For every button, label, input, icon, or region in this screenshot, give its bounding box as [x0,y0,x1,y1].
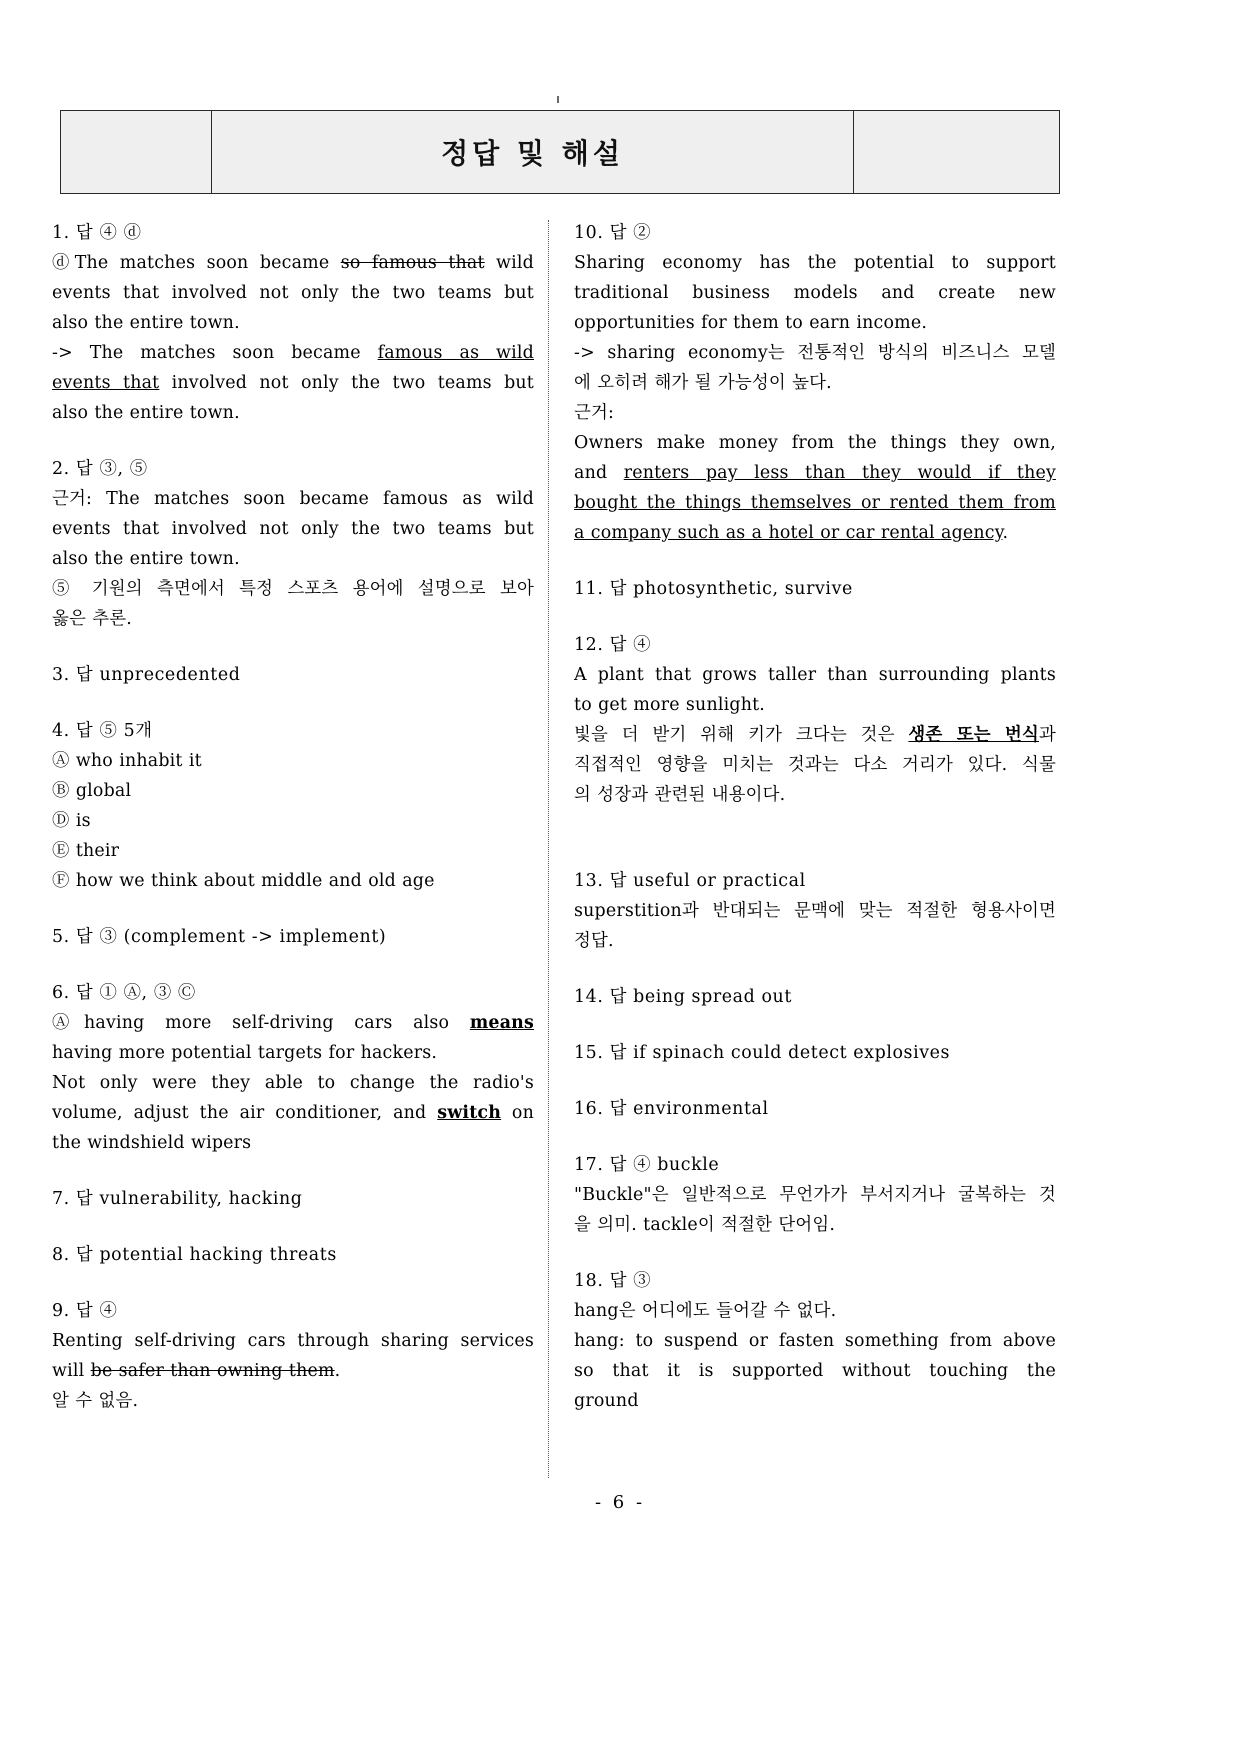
answer-10-line-4: -> sharing economy는 전통적인 방식의 비즈니스 모델 [574,343,1056,363]
answer-4-option-f: Ⓕ how we think about middle and old age [52,871,435,891]
answer-10-line-2: traditional business models and create new [574,283,1056,303]
answer-1-line-1: ⓓThe matches soon became so famous that wild [52,253,535,273]
underlined-text: means [469,1013,534,1033]
strikethrough-text: be safer than owning them [90,1361,335,1381]
answer-12-line-1: A plant that grows taller than surrounding plants [574,665,1056,685]
answer-10-line-6: 근거: [574,403,615,423]
answer-6-line-5: the windshield wipers [52,1133,252,1153]
underlined-text: switch [437,1103,502,1123]
answer-item-1 [52,218,534,428]
answer-1-line-3: also the entire town. [52,313,240,333]
answer-1-line-2: events that involved not only the two teams but [52,283,534,303]
answer-item-7 [52,1184,534,1214]
right-column [574,218,1056,1483]
answer-item-16 [574,1094,1056,1124]
answer-6-line-3: Not only were they able to change the radio's [52,1073,534,1093]
answer-17-line-2: 을 의미. tackle이 적절한 단어임. [574,1215,836,1235]
answer-16-head: 16. 답 environmental [574,1099,769,1119]
answer-6-line-1: Ⓐhaving more self-driving cars also means [52,1013,534,1033]
answer-9-line-2: will be safer than owning them. [52,1361,341,1381]
answer-12-line-4: 직접적인 영향을 미치는 것과는 다소 거리가 있다. 식물 [574,755,1056,775]
answer-15-head: 15. 답 if spinach could detect explosives [574,1043,951,1063]
answer-item-6 [52,978,534,1158]
answer-2-line-4: ⑤ 기원의 측면에서 특정 스포츠 용어에 설명으로 보아 [52,579,534,599]
answer-10-line-8: and renters pay less than they would if they [574,463,1057,483]
answer-9-line-1: Renting self-driving cars through sharing services [52,1331,534,1351]
answer-12-line-2: to get more sunlight. [574,695,766,715]
column-divider [548,220,549,1478]
answer-18-line-3: so that it is supported without touching the [574,1361,1056,1381]
answer-item-14 [574,982,1056,1012]
bold-underlined-text: 생존 또는 번식 [908,725,1039,745]
answer-18-line-1: hang은 어디에도 들어갈 수 없다. [574,1301,837,1321]
answer-10-line-7: Owners make money from the things they own, [574,433,1056,453]
answer-12-line-5: 의 성장과 관련된 내용이다. [574,785,786,805]
answer-1-line-5: events that involved not only the two teams but [52,373,534,393]
answer-item-12 [574,630,1056,840]
answer-item-9 [52,1296,534,1416]
answer-item-11 [574,574,1056,604]
answer-18-line-2: hang: to suspend or fasten something from above [574,1331,1056,1351]
answer-4-option-b: Ⓑ global [52,781,132,801]
header-right-cell [854,111,1060,194]
answer-item-17 [574,1150,1056,1240]
answer-8-head: 8. 답 potential hacking threats [52,1245,337,1265]
underlined-text: famous as wild [377,343,535,363]
answer-item-15 [574,1038,1056,1068]
answer-9-head: 9. 답 ④ [52,1301,118,1321]
scan-artifact-mark [557,96,559,103]
answer-item-2 [52,454,534,634]
answer-4-option-d: Ⓓ is [52,811,91,831]
header-row [61,111,1060,194]
answer-5-head: 5. 답 ③ (complement -> implement) [52,927,387,947]
strikethrough-text: so famous that [340,253,485,273]
answer-item-8 [52,1240,534,1270]
underlined-text: bought the things themselves or rented them from [574,493,1056,513]
answer-6-line-4: volume, adjust the air conditioner, and switch on [52,1103,534,1123]
spacer [574,810,1056,840]
answer-3-head: 3. 답 unprecedented [52,665,241,685]
answer-6-head: 6. 답 ① Ⓐ, ③ Ⓒ [52,983,196,1003]
page-header-table [60,110,1060,194]
page-number-footer: - 6 - [594,1492,646,1513]
underlined-text: renters pay less than they would if they [623,463,1057,483]
answer-10-line-3: opportunities for them to earn income. [574,313,928,333]
answer-2-line-3: also the entire town. [52,549,240,569]
answer-10-head: 10. 답 ② [574,223,652,243]
answer-14-head: 14. 답 being spread out [574,987,792,1007]
answer-18-head: 18. 답 ③ [574,1271,652,1291]
answer-item-3 [52,660,534,690]
underlined-text: events that [52,373,160,393]
answer-item-18 [574,1266,1056,1416]
answer-6-line-2: having more potential targets for hackers. [52,1043,438,1063]
answer-item-10 [574,218,1056,548]
answer-10-line-5: 에 오히려 해가 될 가능성이 높다. [574,373,832,393]
answer-1-head: 1. 답 ④ ⓓ [52,223,142,243]
answer-2-head: 2. 답 ③, ⑤ [52,459,148,479]
answer-9-line-3: 알 수 없음. [52,1391,139,1411]
answer-12-head: 12. 답 ④ [574,635,652,655]
answer-12-line-3: 빛을 더 받기 위해 키가 크다는 것은 생존 또는 번식과 [574,725,1056,745]
underlined-text: a company such as a hotel or car rental agency [574,523,1003,543]
answer-4-option-e: Ⓔ their [52,841,120,861]
content-columns [52,218,1060,1483]
answer-10-line-10: a company such as a hotel or car rental agency. [574,523,1009,543]
answer-18-line-4: ground [574,1391,639,1411]
answer-1-line-6: also the entire town. [52,403,240,423]
answer-17-line-1: "Buckle"은 일반적으로 무언가가 부서지거나 굴복하는 것 [574,1185,1056,1205]
answer-4-option-a: Ⓐ who inhabit it [52,751,202,771]
page-title: 정답 및 해설 [212,111,854,194]
answer-4-head: 4. 답 ⑤ 5개 [52,721,153,741]
answer-item-5 [52,922,534,952]
answer-13-head: 13. 답 useful or practical [574,871,806,891]
header-left-cell [61,111,212,194]
answer-13-line-2: 정답. [574,931,614,951]
answer-13-line-1: superstition과 반대되는 문맥에 맞는 적절한 형용사이면 [574,901,1056,921]
answer-item-13 [574,866,1056,956]
answer-10-line-1: Sharing economy has the potential to support [574,253,1056,273]
answer-17-head: 17. 답 ④ buckle [574,1155,720,1175]
answer-2-line-5: 옳은 추론. [52,609,132,629]
answer-2-line-1: 근거: The matches soon became famous as wild [52,489,534,509]
answer-7-head: 7. 답 vulnerability, hacking [52,1189,303,1209]
answer-11-head: 11. 답 photosynthetic, survive [574,579,853,599]
answer-item-4 [52,716,534,896]
left-column [52,218,534,1483]
answer-1-line-4: -> The matches soon became famous as wild [52,343,535,363]
answer-2-line-2: events that involved not only the two teams but [52,519,534,539]
answer-10-line-9 [574,488,1056,518]
